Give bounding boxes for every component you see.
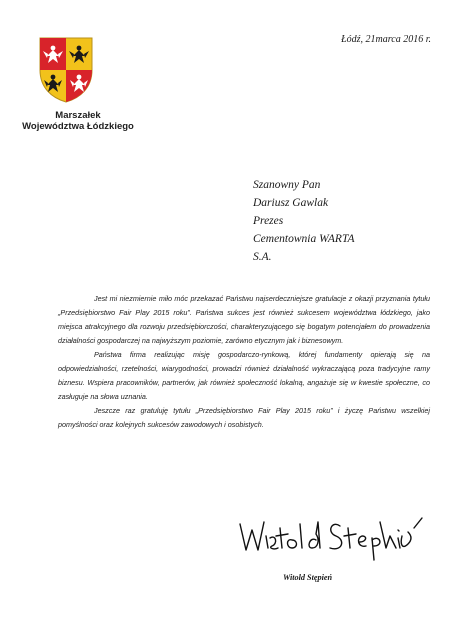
sender-block (8, 110, 148, 132)
recipient-address (253, 176, 355, 266)
recipient-salutation: Szanowny Pan (253, 179, 321, 191)
handwritten-signature (236, 514, 432, 564)
letter-date: Łódź, 21marca 2016 r. (341, 34, 431, 45)
coat-of-arms-icon (38, 36, 94, 104)
signer-printed-name: Witold Stępień (283, 573, 333, 582)
body-paragraph-3: Jeszcze raz gratuluję tytułu „Przedsiębiorstwo Fair Play 2015 roku” i życzę Państwu wszelkiej pomyślności oraz kolejnych sukcesów zawodowych i osobistych. (58, 406, 430, 429)
recipient-position: Prezes (253, 215, 284, 227)
recipient-name: Dariusz Gawlak (253, 197, 329, 209)
recipient-company: Cementownia WARTA (253, 233, 355, 245)
sender-office: Województwa Łódzkiego (22, 121, 134, 132)
letter-body (58, 292, 430, 432)
body-paragraph-2: Państwa firma realizując misję gospodarczo-rynkową, której fundamenty opierają się na odpowiedzialności, rzetelności, wiarygodności, prowadzi również działalność wykraczającą poza tradycyjne ramy biznesu. Wspiera pracowników, partnerów, jak również społeczność lokalną, angażuje się w kwestie społeczne, co zasługuje na słowa uznania. (58, 350, 430, 401)
sender-title: Marszałek (55, 110, 101, 121)
recipient-company-suffix: S.A. (253, 251, 272, 263)
body-paragraph-1: Jest mi niezmiernie miło móc przekazać Państwu najserdeczniejsze gratulacje z okazji przyznania tytułu „Przedsiębiorstwo Fair Play 2015 roku”. Państwa sukces jest również sukcesem województwa łódzkiego, jako miejsca atrakcyjnego dla rozwoju przedsiębiorczości, charakteryzującego się bogatym potencjałem do prowadzenia działalności gospodarczej na najwyższym poziomie, zarówno etycznym jak i biznesowym. (58, 294, 430, 345)
